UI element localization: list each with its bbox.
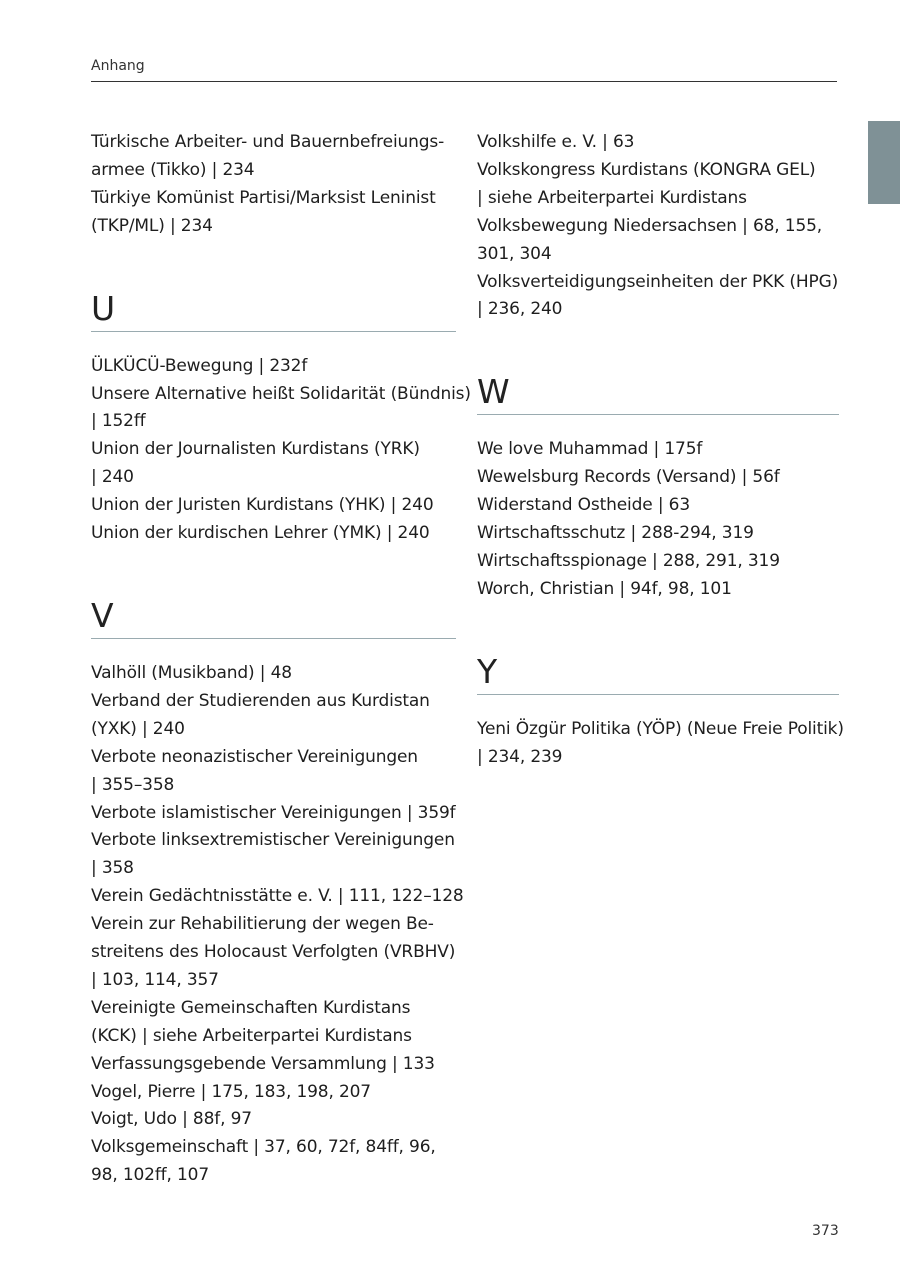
index-line: Vereinigte Gemeinschaften Kurdistans xyxy=(91,997,411,1018)
index-line: Verbote islamistischer Vereinigungen | 359f xyxy=(91,802,456,823)
index-section-v xyxy=(91,594,464,1190)
index-line: | 355–358 xyxy=(91,774,175,795)
index-line: (TKP/ML) | 234 xyxy=(91,215,213,236)
section-divider xyxy=(477,414,839,415)
index-section-y xyxy=(477,650,844,772)
index-line: | 103, 114, 357 xyxy=(91,969,219,990)
index-line: Verbote neonazistischer Vereinigungen xyxy=(91,746,418,767)
index-line: | 240 xyxy=(91,467,134,488)
index-column-right xyxy=(477,129,844,772)
index-line: | 152ff xyxy=(91,411,146,432)
index-line: | 358 xyxy=(91,858,134,879)
index-line: 301, 304 xyxy=(477,243,552,264)
index-section-w xyxy=(477,370,839,603)
index-line: We love Muhammad | 175f xyxy=(477,439,703,460)
index-line: Worch, Christian | 94f, 98, 101 xyxy=(477,578,732,599)
index-column-left xyxy=(91,129,471,1190)
index-line: Verbote linksextremistischer Vereinigungen xyxy=(91,830,455,851)
index-line: ÜLKÜCÜ-Bewegung | 232f xyxy=(91,355,308,376)
index-line: Volksgemeinschaft | 37, 60, 72f, 84ff, 96, xyxy=(91,1137,436,1158)
index-line: 98, 102ff, 107 xyxy=(91,1165,210,1186)
index-line: Vogel, Pierre | 175, 183, 198, 207 xyxy=(91,1081,371,1102)
thumb-index-tab xyxy=(868,121,900,204)
index-line: Wewelsburg Records (Versand) | 56f xyxy=(477,467,780,488)
index-line: Türkiye Komünist Partisi/Marksist Leninist xyxy=(91,187,436,208)
index-line: Verband der Studierenden aus Kurdistan xyxy=(91,690,430,711)
index-group-v-continued xyxy=(477,129,839,324)
index-line: Verein Gedächtnisstätte e. V. | 111, 122–128 xyxy=(91,886,464,907)
index-line: (YXK) | 240 xyxy=(91,718,185,739)
index-line: Verein zur Rehabilitierung der wegen Be- xyxy=(91,914,434,935)
index-line: Türkische Arbeiter- und Bauernbefreiungs- xyxy=(91,132,445,152)
index-line: | 234, 239 xyxy=(477,746,563,767)
section-divider xyxy=(91,638,456,639)
index-line: Union der Juristen Kurdistans (YHK) | 240 xyxy=(91,495,434,516)
page-number: 373 xyxy=(812,1223,839,1239)
index-line: | 236, 240 xyxy=(477,299,563,320)
index-line: Unsere Alternative heißt Solidarität (Bündnis) xyxy=(91,383,471,404)
section-letter-y: Y xyxy=(477,651,498,691)
index-line: Wirtschaftsschutz | 288-294, 319 xyxy=(477,523,754,544)
running-header: Anhang xyxy=(91,58,145,74)
index-line: Verfassungsgebende Versammlung | 133 xyxy=(91,1053,435,1074)
index-line: Volkskongress Kurdistans (KONGRA GEL) xyxy=(477,159,816,180)
index-line: streitens des Holocaust Verfolgten (VRBHV) xyxy=(91,942,456,963)
section-letter-u: U xyxy=(91,288,116,328)
section-letter-w: W xyxy=(477,372,510,412)
index-line: Yeni Özgür Politika (YÖP) (Neue Freie Politik) xyxy=(477,718,844,739)
index-line: (KCK) | siehe Arbeiterpartei Kurdistans xyxy=(91,1025,412,1046)
index-line: Valhöll (Musikband) | 48 xyxy=(91,662,292,683)
index-line: | siehe Arbeiterpartei Kurdistans xyxy=(477,187,747,208)
index-line: Volksbewegung Niedersachsen | 68, 155, xyxy=(477,215,823,236)
header-divider xyxy=(91,81,837,82)
index-line: armee (Tikko) | 234 xyxy=(91,159,255,180)
index-line: Wirtschaftsspionage | 288, 291, 319 xyxy=(477,550,780,571)
index-line: Union der kurdischen Lehrer (YMK) | 240 xyxy=(91,523,430,544)
index-line: Union der Journalisten Kurdistans (YRK) xyxy=(91,439,420,460)
index-group-t-continued xyxy=(91,129,456,241)
section-divider xyxy=(477,694,839,695)
section-letter-v: V xyxy=(91,595,114,635)
section-divider xyxy=(91,331,456,332)
index-line: Volkshilfe e. V. | 63 xyxy=(477,132,635,152)
index-line: Voigt, Udo | 88f, 97 xyxy=(91,1109,252,1130)
index-section-u xyxy=(91,287,471,548)
index-line: Volksverteidigungseinheiten der PKK (HPG) xyxy=(477,271,839,292)
index-line: Widerstand Ostheide | 63 xyxy=(477,495,690,516)
